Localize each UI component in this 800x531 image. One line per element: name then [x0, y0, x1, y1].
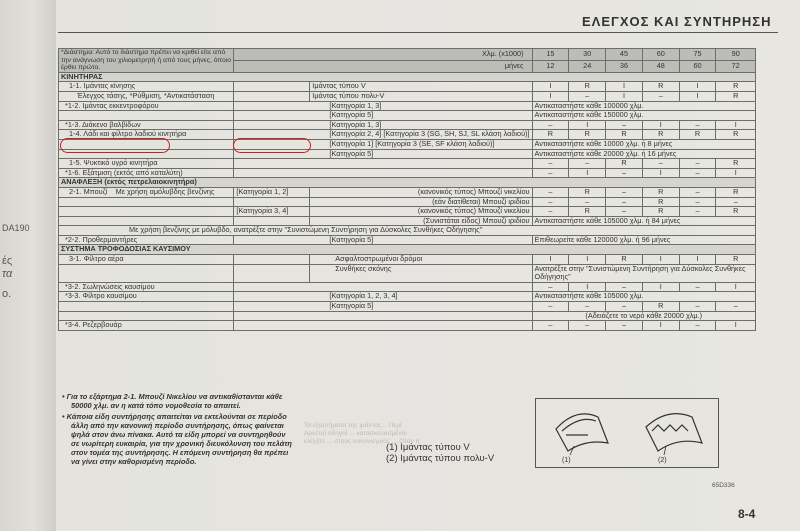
table-row	[59, 255, 756, 265]
section-title-engine: ΚΙΝΗΤΗΡΑΣ	[59, 72, 756, 82]
header-rule	[58, 32, 778, 33]
km-value: 60	[642, 49, 679, 61]
category-label: [Κατηγορία 5]	[234, 235, 532, 245]
interval-cell: I	[716, 282, 756, 292]
interval-cell: I	[716, 120, 756, 130]
km-value: 30	[569, 49, 606, 61]
category-label: [Κατηγορία 5]	[234, 302, 532, 312]
item-label: *1-6. Εξάτμιση (εκτός από καταλύτη)	[59, 168, 234, 178]
km-value: 75	[679, 49, 716, 61]
interval-cell: –	[606, 197, 643, 207]
interval-cell: R	[716, 130, 756, 140]
interval-cell: R	[606, 130, 643, 140]
table-row	[59, 321, 756, 331]
spine-fragment: τα	[2, 268, 13, 280]
interval-cell: I	[679, 255, 716, 265]
category-label: [Κατηγορία 1, 2, 3, 4]	[234, 292, 532, 302]
interval-cell: –	[532, 187, 569, 197]
footnote: • Κάποια είδη συντήρησης απαιτείται να εκτελούνται σε περίοδο άλλη από την κανονική περίοδο συντήρησης, όπως φαίνεται ψηλά στον άνω πίνακα. Αυτό τα είδη μπορεί να συντηρηθούν σε νωρίτερη ευκαιρία, για την χρονική διευκόλυνση του πελάτη στον τομέα της συντήρησης. Η επόμενη συντήρηση θα πρέπει να γίνει στην καθορισμένη περίοδο.	[62, 412, 292, 466]
figure-code: 65D336	[712, 482, 735, 489]
plug-desc: (Συνιστάται είδος) Μπουζί ιριδίου	[310, 216, 532, 226]
interval-cell: –	[569, 91, 606, 101]
condition-label: Ασφαλτοστρωμένοι δρόμοι	[310, 255, 532, 265]
highlight-oval-category	[233, 138, 311, 153]
interval-cell: R	[716, 187, 756, 197]
interval-cell: I	[642, 321, 679, 331]
interval-cell: R	[569, 82, 606, 92]
table-row	[59, 111, 756, 121]
bleed-through-line: Τα εξαρτήματα της ιμάντας... Περί	[304, 422, 402, 429]
plug-desc: (κανονικός τύπος) Μπουζί νικελίου	[310, 207, 532, 217]
item-label-text: 2-1. Μπουζί	[69, 186, 108, 196]
interval-cell: I	[532, 82, 569, 92]
month-value: 60	[679, 60, 716, 72]
interval-cell: R	[642, 197, 679, 207]
interval-cell: R	[642, 302, 679, 312]
left-page-edge	[0, 0, 56, 531]
spine-fragment: ο.	[2, 288, 12, 300]
km-label: Χλμ. (x1000)	[234, 49, 532, 61]
interval-note: Αντικαταστήστε κάθε 105000 χλμ.	[532, 292, 755, 302]
interval-cell: –	[679, 197, 716, 207]
belt-legend-multi-v: (2) Ιμάντας τύπου πολυ-V	[386, 453, 495, 464]
interval-cell: I	[532, 255, 569, 265]
section-title-fuel: ΣΥΣΤΗΜΑ ΤΡΟΦΟΔΟΣΙΑΣ ΚΑΥΣΙΜΟΥ	[59, 245, 756, 255]
interval-cell: I	[642, 282, 679, 292]
month-value: 12	[532, 60, 569, 72]
section-row	[59, 72, 756, 82]
interval-note: Επιθεωρείτε κάθε 120000 χλμ. ή 96 μήνες	[532, 235, 755, 245]
interval-cell: I	[679, 82, 716, 92]
interval-cell: I	[642, 255, 679, 265]
table-row	[59, 197, 756, 207]
interval-cell: R	[716, 91, 756, 101]
interval-cell: –	[642, 91, 679, 101]
interval-cell: –	[532, 207, 569, 217]
interval-cell: –	[532, 302, 569, 312]
page-number: 8-4	[738, 507, 756, 521]
interval-cell: –	[716, 302, 756, 312]
km-value: 90	[716, 49, 756, 61]
v-belt-drawing	[556, 414, 608, 451]
interval-cell: I	[642, 168, 679, 178]
footnote: • Για το εξάρτημα 2-1. Μπουζί Νικελίου να αντικαθίστανται κάθε 50000 χλμ. αν η κατά τόπο νομοθεσία το απαιτεί.	[62, 392, 283, 410]
table-row	[59, 187, 756, 197]
maintenance-schedule-table	[58, 48, 756, 331]
interval-cell: I	[716, 168, 756, 178]
interval-cell: R	[642, 187, 679, 197]
interval-note: *Διάστημα: Αυτό το διάστημα πρέπει να κριθεί είτε από την ανάγνωση του χιλιομετρητή ή από τους μήνες, όποιο έρθει πρώτο.	[59, 49, 234, 73]
interval-cell: –	[532, 197, 569, 207]
interval-cell: –	[606, 120, 643, 130]
interval-cell: –	[679, 120, 716, 130]
interval-note: (Αδειάζετε το νερό κάθε 20000 χλμ.)	[532, 311, 755, 321]
item-label: *1-2. Ιμάντας εκκεντροφόρου	[59, 101, 234, 111]
interval-cell: R	[532, 130, 569, 140]
month-value: 24	[569, 60, 606, 72]
interval-cell: –	[569, 159, 606, 169]
interval-cell: R	[569, 207, 606, 217]
interval-cell: I	[606, 91, 643, 101]
interval-cell: –	[532, 168, 569, 178]
table-row	[59, 282, 756, 292]
leader-line-1	[570, 446, 574, 455]
month-value: 36	[606, 60, 643, 72]
interval-cell: I	[569, 120, 606, 130]
table-row	[59, 311, 756, 321]
item-label: 1-1. Ιμάντας κίνησης	[59, 82, 234, 92]
km-value: 15	[532, 49, 569, 61]
interval-cell: –	[532, 321, 569, 331]
interval-cell: –	[679, 159, 716, 169]
table-row	[59, 101, 756, 111]
interval-cell: I	[606, 82, 643, 92]
interval-cell: I	[569, 168, 606, 178]
item-label	[59, 187, 234, 197]
interval-cell: –	[606, 321, 643, 331]
bleed-through-line: Αρκετοί οδηγοί ... κατασκευασμένοι	[304, 430, 407, 437]
item-label: *1-3. Διάκενο βαλβίδων	[59, 120, 234, 130]
interval-cell: –	[606, 207, 643, 217]
table-row	[59, 226, 756, 236]
item-label: *2-2. Προθερμαντήρες	[59, 235, 234, 245]
item-label: *3-2. Σωληνώσεις καυσίμου	[59, 282, 234, 292]
interval-cell: –	[532, 282, 569, 292]
item-type: Ιμάντας τύπου V	[310, 82, 532, 92]
multi-v-belt-drawing	[646, 414, 702, 451]
interval-cell: I	[569, 282, 606, 292]
interval-cell: –	[679, 302, 716, 312]
spine-fragment: ές	[2, 255, 13, 267]
category-label: [Κατηγορία 2, 4] [Κατηγορία 3 (SG, SH, SJ, SL κλάση λαδιού)]	[234, 130, 532, 140]
table-row	[59, 91, 756, 101]
belt-diagram	[535, 398, 719, 468]
table-row	[59, 159, 756, 169]
interval-cell: R	[679, 130, 716, 140]
leaded-fuel-note: Με χρήση βενζίνης με μόλυβδο, ανατρέξτε στην "Συνιστώμενη Συντήρηση για Δύσκολες Συνθήκες Οδήγησης"	[59, 226, 756, 236]
interval-cell: R	[716, 82, 756, 92]
spine-fragment: DA190	[2, 223, 30, 233]
category-label: [Κατηγορία 5]	[234, 149, 532, 159]
table-row	[59, 302, 756, 312]
category-label: [Κατηγορία 3, 4]	[234, 207, 310, 217]
km-value: 45	[606, 49, 643, 61]
interval-cell: R	[606, 159, 643, 169]
interval-note: Αντικαταστήστε κάθε 100000 χλμ.	[532, 101, 755, 111]
interval-cell: R	[569, 130, 606, 140]
item-label: 1-5. Ψυκτικό υγρό κινητήρα	[59, 159, 234, 169]
item-label: *3-3. Φίλτρο καυσίμου	[59, 292, 234, 302]
interval-note: Αντικαταστήστε κάθε 20000 χλμ. ή 16 μήνες	[532, 149, 755, 159]
item-label: Έλεγχος τάσης, *Ρύθμιση, *Αντικατάσταση	[59, 91, 234, 101]
belt-legend	[386, 442, 494, 464]
table-row	[59, 292, 756, 302]
footnotes	[62, 392, 294, 468]
interval-cell: R	[642, 207, 679, 217]
condition-label: Συνθήκες σκόνης	[310, 264, 532, 282]
category-label: [Κατηγορία 1, 3]	[234, 120, 532, 130]
plug-desc: (εάν διατίθεται) Μπουζί ιριδίου	[310, 197, 532, 207]
bleed-through-line: ελέγξτε ... στους κανονισμούς ... Οταν η	[304, 438, 420, 445]
interval-cell: R	[716, 207, 756, 217]
interval-cell: –	[569, 302, 606, 312]
interval-cell: R	[642, 130, 679, 140]
interval-cell: I	[679, 91, 716, 101]
belt-legend-v: (1) Ιμάντας τύπου V	[386, 442, 470, 453]
item-label: *3-4. Ρεζερβουάρ	[59, 321, 234, 331]
interval-cell: –	[716, 197, 756, 207]
interval-cell: –	[569, 197, 606, 207]
item-type: Ιμάντας τύπου πολυ-V	[310, 91, 532, 101]
belt-illustration	[536, 399, 718, 467]
interval-cell: –	[679, 187, 716, 197]
category-label: [Κατηγορία 1, 3]	[234, 101, 532, 111]
table-row	[59, 264, 756, 282]
interval-cell: –	[679, 207, 716, 217]
interval-cell: R	[606, 255, 643, 265]
belt-label-2: (2)	[658, 457, 667, 464]
category-label: [Κατηγορία 1] [Κατηγορία 3 (SE, SF κλάση λαδιού)]	[234, 139, 532, 149]
interval-cell: –	[532, 120, 569, 130]
interval-cell: I	[716, 321, 756, 331]
interval-cell: –	[606, 282, 643, 292]
interval-cell: –	[606, 168, 643, 178]
interval-note: Αντικαταστήστε κάθε 105000 χλμ. ή 84 μήνες	[532, 216, 755, 226]
section-title-ignition: ΑΝΑΦΛΕΞΗ (εκτός πετρελαιοκινητήρα)	[59, 178, 756, 188]
interval-cell: I	[569, 255, 606, 265]
interval-cell: R	[716, 255, 756, 265]
interval-note: Αντικαταστήστε κάθε 150000 χλμ.	[532, 111, 755, 121]
item-label: 3-1. Φίλτρο αέρα	[59, 255, 234, 265]
interval-cell: –	[606, 302, 643, 312]
category-label: [Κατηγορία 1, 2]	[234, 187, 310, 197]
plug-desc: (κανονικός τύπος) Μπουζί νικελίου	[310, 187, 532, 197]
highlight-oval-item	[60, 138, 170, 153]
interval-cell: –	[606, 187, 643, 197]
months-label: μήνες	[234, 60, 532, 72]
month-value: 48	[642, 60, 679, 72]
interval-cell: –	[642, 159, 679, 169]
interval-cell: I	[532, 91, 569, 101]
interval-cell: –	[679, 321, 716, 331]
page-header: ΕΛΕΓΧΟΣ ΚΑΙ ΣΥΝΤΗΡΗΣΗ	[582, 14, 772, 29]
interval-cell: –	[532, 159, 569, 169]
interval-cell: –	[569, 321, 606, 331]
interval-note: Ανατρέξτε στην "Συνιστώμενη Συντήρηση για Δύσκολες Συνθήκες Οδήγησης"	[532, 264, 755, 282]
interval-cell: I	[642, 120, 679, 130]
interval-cell: R	[716, 159, 756, 169]
interval-note: Αντικαταστήστε κάθε 10000 χλμ. ή 8 μήνες	[532, 139, 755, 149]
interval-cell: –	[679, 282, 716, 292]
header-row-km	[59, 49, 756, 61]
belt-label-1: (1)	[562, 457, 571, 464]
interval-cell: R	[642, 82, 679, 92]
interval-cell: R	[569, 187, 606, 197]
month-value: 72	[716, 60, 756, 72]
interval-cell: –	[679, 168, 716, 178]
item-label: 1-4. Λάδι και φίλτρο λαδιού κινητήρα	[59, 130, 234, 140]
item-sub-label: Με χρήση αμόλυβδης βενζίνης	[115, 186, 215, 196]
category-label: [Κατηγορία 5]	[234, 111, 532, 121]
table-row	[59, 207, 756, 217]
